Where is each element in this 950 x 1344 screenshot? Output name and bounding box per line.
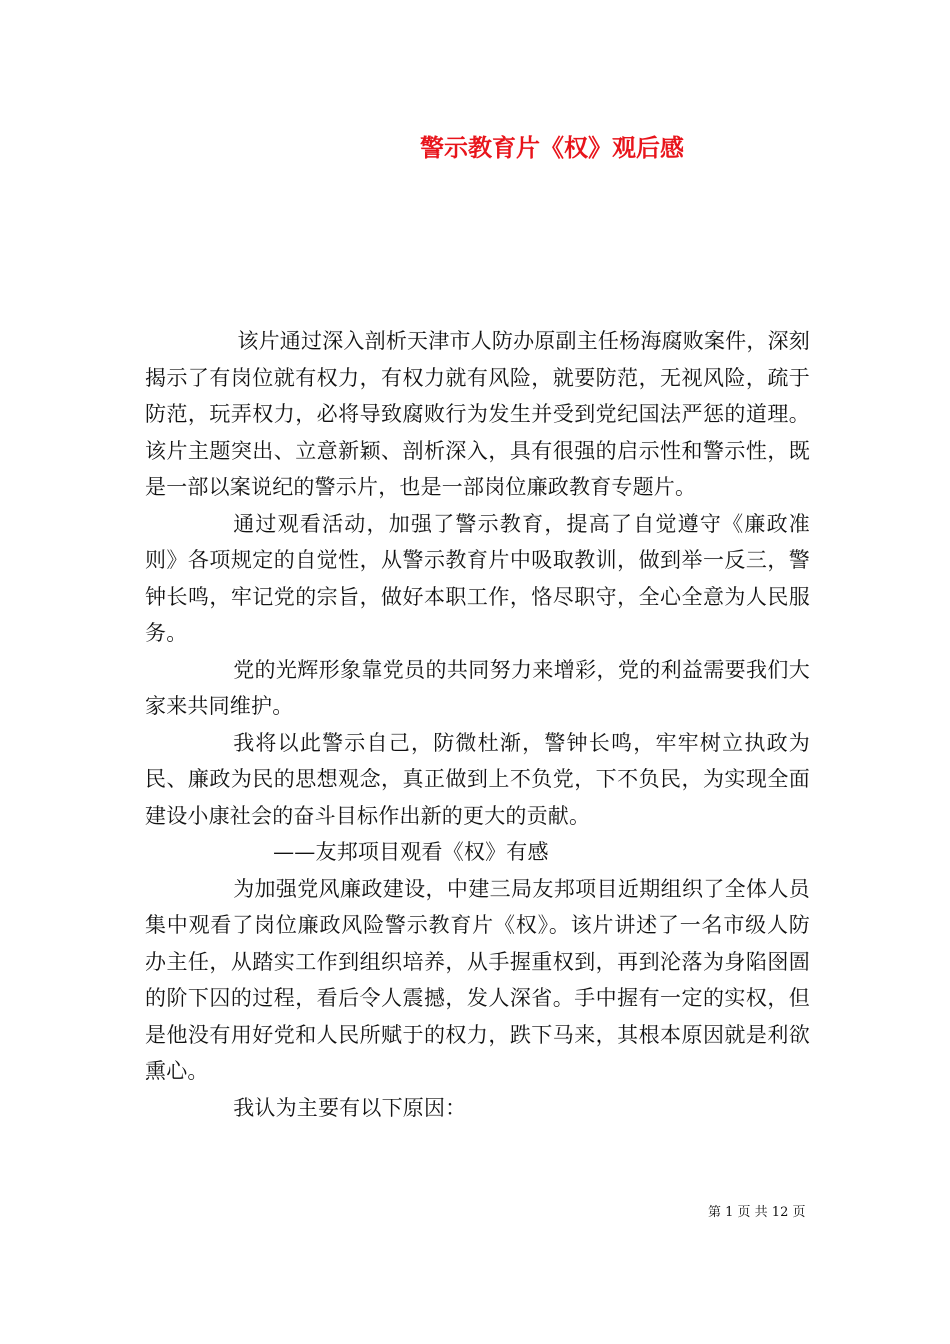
paragraph-2: 通过观看活动，加强了警示教育，提高了自觉遵守《廉政准则》各项规定的自觉性，从警示教育片中吸取教训，做到举一反三，警钟长鸣，牢记党的宗旨，做好本职工作，恪尽职守，全心全意为人民服务。: [145, 511, 810, 645]
paragraph-6: 我认为主要有以下原因：: [233, 1095, 467, 1120]
paragraph-5: 为加强党风廉政建设，中建三局友邦项目近期组织了全体人员集中观看了岗位廉政风险警示教育片《权》。该片讲述了一名市级人防办主任，从踏实工作到组织培养，从手握重权到，再到沦落为身陷囹圄的阶下囚的过程，看后令人震撼，发人深省。手中握有一定的实权，但是他没有用好党和人民所赋于的权力，跌下马来，其根本原因就是利欲熏心。: [145, 876, 810, 1083]
document-body: [145, 323, 810, 1126]
paragraph-3: 党的光辉形象靠党员的共同努力来增彩，党的利益需要我们大家来共同维护。: [145, 657, 810, 718]
page-number: 第 1 页 共 12 页: [708, 1205, 806, 1220]
paragraph-4: 我将以此警示自己，防微杜渐，警钟长鸣，牢牢树立执政为民、廉政为民的思想观念，真正做到上不负党，下不负民，为实现全面建设小康社会的奋斗目标作出新的更大的贡献。: [145, 730, 810, 828]
document-title: 警示教育片《权》观后感: [420, 133, 684, 162]
paragraph-1: 该片通过深入剖析天津市人防办原副主任杨海腐败案件，深刻揭示了有岗位就有权力，有权力就有风险，就要防范，无视风险，疏于防范，玩弄权力，必将导致腐败行为发生并受到党纪国法严惩的道理。该片主题突出、立意新颖、剖析深入，具有很强的启示性和警示性，既是一部以案说纪的警示片，也是一部岗位廉政教育专题片。: [145, 329, 810, 499]
section-signature: ——友邦项目观看《权》有感: [273, 840, 549, 864]
